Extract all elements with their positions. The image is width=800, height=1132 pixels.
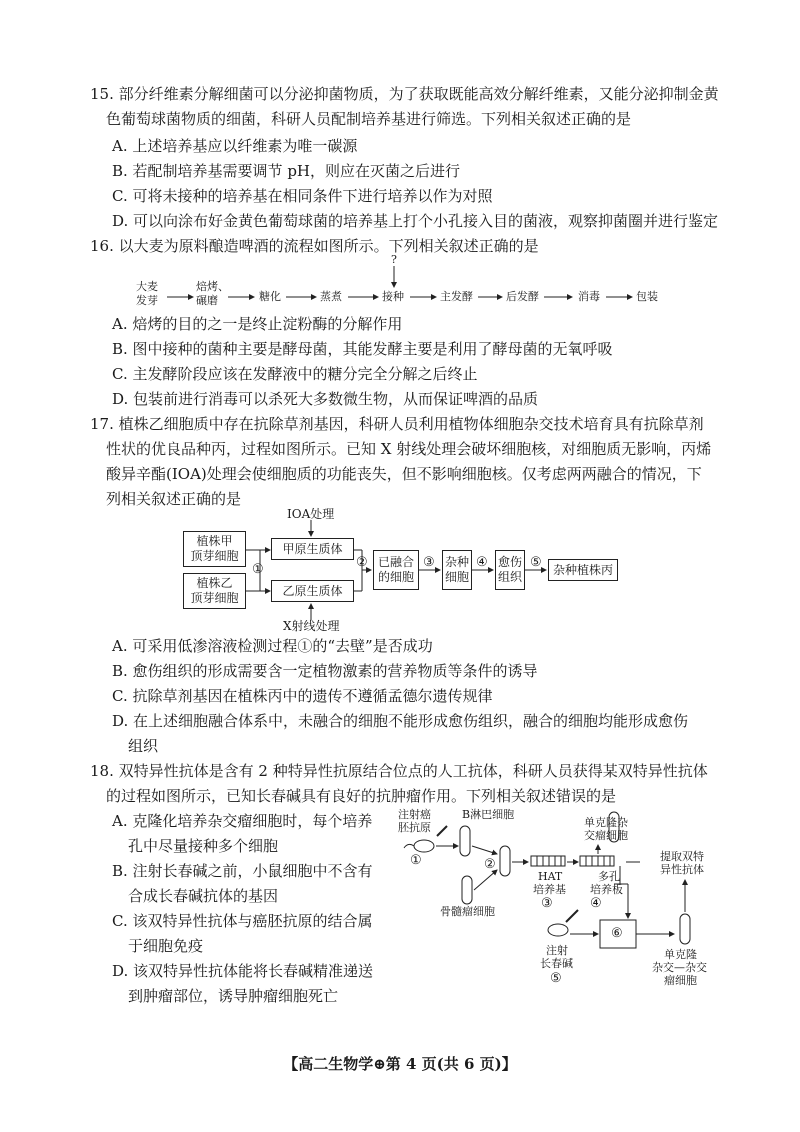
q16-node-main-ferment: 主发酵 (440, 290, 473, 303)
q18-option-a-line1: A. 克隆化培养杂交瘤细胞时，每个培养 (112, 812, 373, 830)
q16-stem: 16. 以大麦为原料酿造啤酒的流程如图所示。下列相关叙述正确的是 (90, 237, 539, 255)
q15-option-b: B. 若配制培养基需要调节 pH，则应在灭菌之后进行 (112, 162, 461, 180)
q18-inject-vinblastine-a: 注射 (546, 944, 568, 957)
q15-option-c: C. 可将未接种的培养基在相同条件下进行培养以作为对照 (112, 187, 493, 205)
q16-node-barley-b: 发芽 (136, 294, 158, 307)
q17-callus-line2: 组织 (497, 570, 522, 584)
q17-step1-marker: ① (252, 562, 264, 577)
q15-stem-line2: 色葡萄球菌物质的细菌，科研人员配制培养基进行筛选。下列相关叙述正确的是 (106, 110, 632, 128)
q17-step5-marker: ⑤ (530, 555, 542, 570)
q18-bcell-label: B淋巴细胞 (462, 808, 515, 821)
q18-option-a-line2: 孔中尽量接种多个细胞 (128, 837, 279, 855)
q16-node-saccharify: 糖化 (259, 290, 281, 303)
q17-step4-marker: ④ (476, 555, 488, 570)
q16-option-d: D. 包装前进行消毒可以杀死大多数微生物，从而保证啤酒的品质 (112, 390, 539, 408)
q18-inject-antigen-a: 注射癌 (398, 808, 431, 821)
q16-node-disinfect: 消毒 (578, 290, 600, 303)
q18-result-label-c: 瘤细胞 (664, 974, 697, 987)
q18-result-label-b: 杂交—杂交 (652, 961, 707, 974)
q16-option-b: B. 图中接种的菌种主要是酵母菌，其能发酵主要是利用了酵母菌的无氧呼吸 (112, 340, 613, 358)
q18-step5-marker: ⑤ (550, 971, 562, 986)
q17-stem-line1: 17. 植株乙细胞质中存在抗除草剂基因，科研人员利用植物体细胞杂交技术培育具有抗除草剂 (90, 415, 704, 433)
mouse-icon (414, 840, 434, 852)
q16-node-roast-b: 碾磨 (196, 294, 218, 307)
q18-result-label-a: 单克隆 (664, 948, 697, 961)
q18-extract-label-b: 异性抗体 (660, 863, 704, 876)
q17-option-a: A. 可采用低渗溶液检测过程①的“去壁”是否成功 (112, 637, 433, 655)
q16-node-post-ferment: 后发酵 (506, 290, 539, 303)
q17-plant-yi-line2: 顶芽细胞 (190, 591, 239, 605)
q17-stem-line4: 列相关叙述正确的是 (106, 490, 242, 508)
q16-node-package: 包装 (636, 290, 658, 303)
mouse-icon (548, 924, 568, 936)
q18-plate-label-b: 培养板 (590, 883, 623, 896)
q18-step2-marker: ② (484, 857, 496, 872)
q17-step2-marker: ② (356, 555, 368, 570)
q17-hybrid-plant-bing-box: 杂种植株丙 (548, 559, 618, 581)
q17-hybrid-line1: 杂种 (444, 555, 469, 569)
q17-option-b: B. 愈伤组织的形成需要含一定植物激素的营养物质等条件的诱导 (112, 662, 538, 680)
q17-yi-protoplast-box: 乙原生质体 (271, 580, 354, 602)
q18-inject-vinblastine-b: 长春碱 (540, 957, 573, 970)
q16-node-roast-a: 焙烤、 (196, 280, 229, 293)
q16-option-c: C. 主发酵阶段应该在发酵液中的糖分完全分解之后终止 (112, 365, 478, 383)
q18-mono-label-b: 交瘤细胞 (584, 829, 628, 842)
q17-option-d-line2: 组织 (128, 737, 159, 755)
q18-inject-antigen-b: 胚抗原 (398, 821, 431, 834)
q18-hat-label-b: 培养基 (533, 883, 566, 896)
q15-option-a: A. 上述培养基应以纤维素为唯一碳源 (112, 137, 358, 155)
q17-fused-line1: 已融合 (377, 555, 414, 569)
q18-extract-label-a: 提取双特 (660, 850, 704, 863)
q17-plant-jia-line1: 植株甲 (196, 534, 233, 548)
q18-option-d-line1: D. 该双特异性抗体能将长春碱精准递送 (112, 962, 374, 980)
q18-option-d-line2: 到肿瘤部位，诱导肿瘤细胞死亡 (128, 987, 339, 1005)
q18-mono-label-a: 单克隆杂 (584, 816, 628, 829)
q16-node-question-mark: ? (391, 253, 397, 266)
q18-step6-marker: ⑥ (611, 926, 623, 941)
q17-jia-protoplast-box: 甲原生质体 (271, 538, 354, 560)
q17-plant-yi-line1: 植株乙 (196, 576, 233, 590)
q17-callus-line1: 愈伤 (497, 555, 522, 569)
q17-step3-marker: ③ (423, 555, 435, 570)
q17-ioa-treatment-label: IOA处理 (287, 507, 335, 521)
q18-plate-label-a: 多孔 (598, 870, 620, 883)
q16-node-inoculate: 接种 (382, 290, 404, 303)
q18-option-b-line1: B. 注射长春碱之前，小鼠细胞中不含有 (112, 862, 373, 880)
q18-option-c-line2: 于细胞免疫 (128, 937, 204, 955)
q17-fused-line2: 的细胞 (377, 570, 414, 584)
q18-step1-marker: ① (410, 853, 422, 868)
q17-hybrid-line2: 细胞 (444, 570, 469, 584)
q17-plant-jia-line2: 顶芽细胞 (190, 549, 239, 563)
q16-node-barley-a: 大麦 (136, 280, 158, 293)
q16-option-a: A. 焙烤的目的之一是终止淀粉酶的分解作用 (112, 315, 403, 333)
q18-stem-line2: 的过程如图所示，已知长春碱具有良好的抗肿瘤作用。下列相关叙述错误的是 (106, 787, 617, 805)
page-footer: 【高二生物学⊕第 4 页(共 6 页)】 (283, 1055, 517, 1073)
q16-node-boil: 蒸煮 (320, 290, 342, 303)
q17-stem-line3: 酸异辛酯(IOA)处理会使细胞质的功能丧失，但不影响细胞核。仅考虑两两融合的情况，下 (106, 465, 702, 483)
q17-option-d-line1: D. 在上述细胞融合体系中，未融合的细胞不能形成愈伤组织，融合的细胞均能形成愈伤 (112, 712, 689, 730)
q18-step3-marker: ③ (541, 896, 553, 911)
q18-hat-label-a: HAT (538, 870, 563, 883)
q17-xray-treatment-label: X射线处理 (283, 619, 340, 633)
q18-myeloma-label: 骨髓瘤细胞 (440, 905, 495, 918)
q17-stem-line2: 性状的优良品种丙，过程如图所示。已知 X 射线处理会破坏细胞核，对细胞质无影响，丙烯 (106, 440, 712, 458)
q15-stem-line1: 15. 部分纤维素分解细菌可以分泌抑菌物质，为了获取既能高效分解纤维素，又能分泌抑制金黄 (90, 85, 719, 103)
q15-option-d: D. 可以向涂布好金黄色葡萄球菌的培养基上打个小孔接入目的菌液，观察抑菌圈并进行鉴定 (112, 212, 719, 230)
q18-option-b-line2: 合成长春碱抗体的基因 (128, 887, 279, 905)
q18-step4-marker: ④ (590, 896, 602, 911)
q18-stem-line1: 18. 双特异性抗体是含有 2 种特异性抗原结合位点的人工抗体，科研人员获得某双特异性抗体 (90, 762, 708, 780)
q18-option-c-line1: C. 该双特异性抗体与癌胚抗原的结合属 (112, 912, 373, 930)
q17-option-c: C. 抗除草剂基因在植株丙中的遗传不遵循孟德尔遗传规律 (112, 687, 493, 705)
